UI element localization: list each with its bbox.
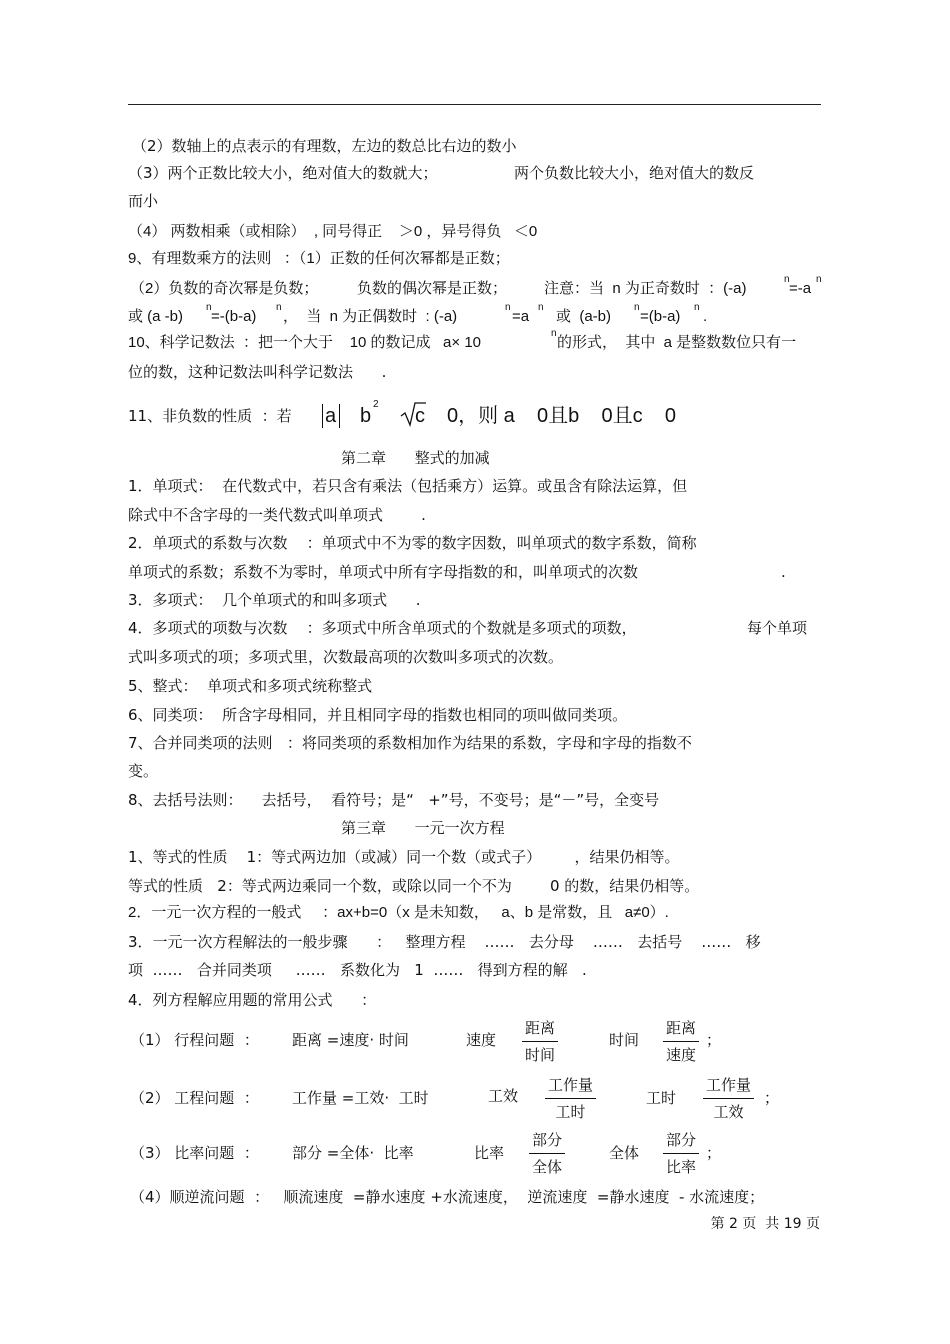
text-line: =-(b-a) xyxy=(211,308,257,325)
text-line: 或 (a -b) xyxy=(128,308,184,325)
text-line: 项 …… 合并同类项 …… 系数化为 1 …… 得到方程的解 . xyxy=(128,961,587,979)
text-line: 或 (a-b) xyxy=(556,308,612,325)
text-line: 单项式的系数；系数不为零时，单项式中所有字母指数的和，叫单项式的次数 xyxy=(128,563,639,581)
semicolon: ； xyxy=(764,1089,780,1107)
header-rule xyxy=(128,104,821,105)
fraction-numerator: 部分 xyxy=(663,1130,699,1154)
text-line: . xyxy=(703,308,708,325)
formula-label: （1） 行程问题 ： xyxy=(130,1031,259,1049)
text-line: 1．单项式： 在代数式中，若只含有乘法（包括乘方）运算。或虽含有除法运算，但 xyxy=(128,477,688,495)
text-line: 注意：当 n 为正奇数时 ：(-a) xyxy=(544,280,747,297)
formula-term: 时间 xyxy=(609,1031,640,1049)
text-line: 除式中不含字母的一类代数式叫单项式 . xyxy=(128,506,426,524)
math-var-b: b xyxy=(360,405,372,427)
text-line: （4） 两数相乘（或相除） , 同号得正 ＞0 ，异号得负 ＜0 xyxy=(128,223,538,240)
fraction xyxy=(663,1130,699,1177)
text-line: （2）数轴上的点表示的有理数，左边的数总比右边的数小 xyxy=(132,137,517,155)
fraction-denominator: 时间 xyxy=(525,1046,556,1064)
formula-term: 工时 xyxy=(646,1089,677,1107)
text-line: 位的数，这种记数法叫科学记数法 . xyxy=(128,363,387,381)
text-line: 10、科学记数法 ：把一个大于 10 的数记成 a× 10 xyxy=(128,334,481,351)
text-line: 而小 xyxy=(128,192,159,210)
text-line: 变。 xyxy=(128,762,159,780)
text-line: 0，则 a 0且b 0且c 0 xyxy=(447,405,676,427)
text-line: =(b-a) xyxy=(640,308,681,325)
formula-label: （3） 比率问题 ： xyxy=(130,1144,259,1162)
fraction xyxy=(663,1018,699,1065)
superscript: n xyxy=(694,302,700,313)
fraction xyxy=(545,1075,596,1122)
fraction-denominator: 工效 xyxy=(713,1103,744,1121)
text-line: 6、同类项： 所含字母相同，并且相同字母的指数也相同的项叫做同类项。 xyxy=(128,706,628,724)
fraction-numerator: 部分 xyxy=(529,1130,565,1154)
page-number: 第 2 页 共 19 页 xyxy=(710,1216,820,1232)
math-var-c: c xyxy=(415,405,425,427)
superscript: n xyxy=(816,274,822,285)
text-line: （2）负数的奇次幂是负数； xyxy=(130,280,319,297)
text-line: =-a xyxy=(789,280,812,297)
superscript: n xyxy=(784,274,790,285)
text-line: 2．一元一次方程的一般式 ：ax+b=0（x 是未知数， a、b 是常数，且 a≠0）. xyxy=(128,904,669,921)
text-line: =a xyxy=(512,308,530,325)
fraction-denominator: 比率 xyxy=(666,1158,697,1176)
text-line: 每个单项 xyxy=(747,619,808,637)
superscript: n xyxy=(276,302,282,313)
formula-term: 工效 xyxy=(488,1087,519,1105)
text-line: 9、有理数乘方的法则 ：（1）正数的任何次幂都是正数； xyxy=(128,250,510,267)
superscript: n xyxy=(505,302,511,313)
text-line: 两个负数比较大小，绝对值大的数反 xyxy=(514,164,755,182)
superscript: 2 xyxy=(373,399,379,410)
text-line: 4．多项式的项数与次数 ：多项式中所含单项式的个数就是多项式的项数， xyxy=(128,619,637,637)
text-line: 1、等式的性质 1：等式两边加（或减）同一个数（或式子） ，结果仍相等。 xyxy=(128,848,680,866)
fraction-numerator: 距离 xyxy=(522,1018,558,1042)
text-line: 5、整式： 单项式和多项式统称整式 xyxy=(128,677,373,695)
text-line: 2．单项式的系数与次数 ：单项式中不为零的数字因数，叫单项式的数字系数，简称 xyxy=(128,534,697,552)
text-line: 3．多项式： 几个单项式的和叫多项式 . xyxy=(128,591,421,609)
text-line: （3）两个正数比较大小，绝对值大的数就大； xyxy=(128,164,438,182)
fraction-denominator: 工时 xyxy=(555,1103,586,1121)
chapter-heading: 第二章 整式的加减 xyxy=(341,449,490,467)
fraction xyxy=(522,1018,558,1065)
text-line: ， 当 n 为正偶数时 : (-a) xyxy=(283,308,458,325)
fraction-numerator: 工作量 xyxy=(703,1075,754,1099)
fraction-denominator: 速度 xyxy=(666,1046,697,1064)
math-var-a: a xyxy=(325,405,337,427)
fraction-numerator: 工作量 xyxy=(545,1075,596,1099)
semicolon: ； xyxy=(706,1031,722,1049)
text-line: 负数的偶次幂是正数； xyxy=(357,280,508,297)
formula-term: 比率 xyxy=(474,1144,505,1162)
fraction-numerator: 距离 xyxy=(663,1018,699,1042)
formula-term: 全体 xyxy=(609,1144,640,1162)
formula-line: （4）顺逆流问题 ： 顺流速度 =静水速度 +水流速度， 逆流速度 =静水速度 - 水流速度； xyxy=(130,1188,765,1206)
superscript: n xyxy=(634,302,640,313)
superscript: n xyxy=(538,302,544,313)
formula-eq: 距离 =速度· 时间 xyxy=(292,1031,409,1049)
text-line: 式叫多项式的项；多项式里，次数最高项的次数叫多项式的次数。 xyxy=(128,648,564,666)
abs-bar-right xyxy=(339,404,340,428)
abs-bar-left xyxy=(322,404,323,428)
text-line: 4．列方程解应用题的常用公式 ： xyxy=(128,991,377,1009)
formula-eq: 部分 =全体· 比率 xyxy=(292,1144,414,1162)
text-line: 等式的性质 2：等式两边乘同一个数，或除以同一个不为 0 的数，结果仍相等。 xyxy=(128,877,700,895)
fraction xyxy=(529,1130,565,1177)
semicolon: ； xyxy=(706,1144,722,1162)
text-line: 7、合并同类项的法则 ：将同类项的系数相加作为结果的系数，字母和字母的指数不 xyxy=(128,734,692,752)
fraction xyxy=(703,1075,754,1122)
text-line: 11、非负数的性质 ：若 xyxy=(128,407,292,425)
chapter-heading: 第三章 一元一次方程 xyxy=(341,819,505,837)
text-line: 8、去括号法则： 去括号， 看符号；是“ +”号，不变号；是“－”号，全变号 xyxy=(128,791,660,809)
text-line: . xyxy=(781,563,786,581)
formula-term: 速度 xyxy=(466,1031,497,1049)
formula-eq: 工作量 =工效· 工时 xyxy=(292,1089,429,1107)
text-line: 3．一元一次方程解法的一般步骤 ： 整理方程 …… 去分母 …… 去括号 …… 移 xyxy=(128,933,761,951)
fraction-denominator: 全体 xyxy=(532,1158,563,1176)
formula-label: （2） 工程问题 ： xyxy=(130,1089,259,1107)
superscript: n xyxy=(551,328,557,339)
text-line: 的形式， 其中 a 是整数数位只有一 xyxy=(557,334,797,351)
superscript: n xyxy=(206,302,212,313)
